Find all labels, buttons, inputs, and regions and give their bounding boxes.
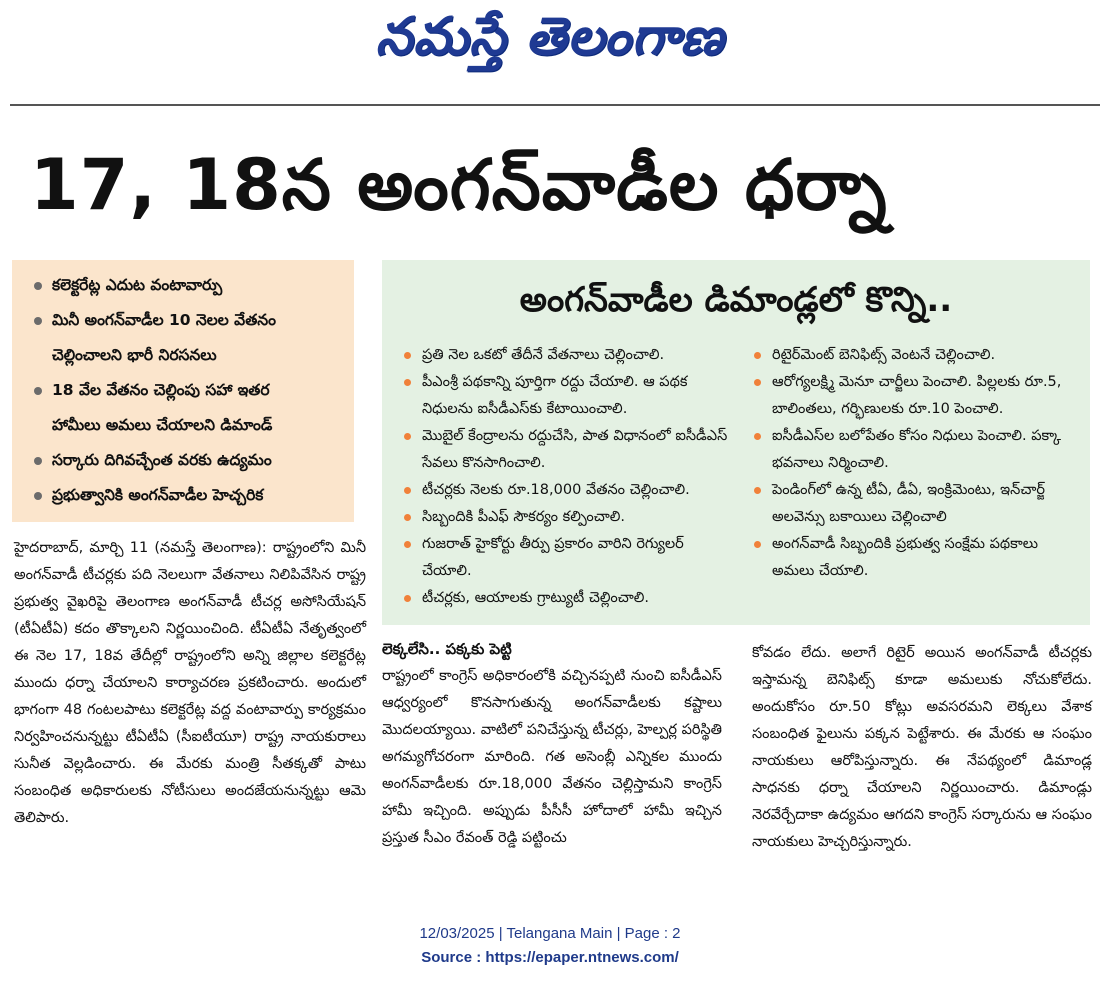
edition-info: 12/03/2025 | Telangana Main | Page : 2 [419, 925, 681, 942]
article-subheading: లెక్కలేసి.. పక్కకు పెట్టి [382, 640, 512, 658]
demand-item: ఆరోగ్యలక్ష్మి మెనూ చార్జీలు పెంచాలి. పిల్లలకు రూ.5, బాలింతలు, గర్భిణులకు రూ.10 పెంచాలి. [752, 369, 1072, 423]
masthead [0, 0, 1100, 90]
headline: 17, 18న అంగన్‌వాడీల ధర్నా [30, 144, 888, 226]
newspaper-logo: నమస్తే తెలంగాణ [375, 6, 725, 67]
key-point: మినీ అంగన్‌వాడీల 10 నెలల వేతనం [30, 303, 344, 338]
demand-item: టీచర్లకు, ఆయాలకు గ్రాట్యుటీ చెల్లించాలి. [402, 585, 732, 612]
key-points-list [30, 268, 344, 513]
demand-item: గుజరాత్ హైకోర్టు తీర్పు ప్రకారం వారిని రెగ్యులర్ చేయాలి. [402, 531, 732, 585]
demand-item: ప్రతి నెల ఒకటో తేదీనే వేతనాలు చెల్లించాలి. [402, 342, 732, 369]
demands-list-right [752, 342, 1072, 585]
masthead-divider [10, 104, 1100, 106]
demand-item: సిబ్బందికి పీఎఫ్ సౌకర్యం కల్పించాలి. [402, 504, 732, 531]
demand-item: పెండింగ్‌లో ఉన్న టీఏ, డీఏ, ఇంక్రిమెంటు, ఇన్‌చార్జ్ అలవెన్సు బకాయిలు చెల్లించాలి [752, 477, 1072, 531]
source-link[interactable]: Source : https://epaper.ntnews.com/ [421, 949, 679, 966]
article-column-1: హైదరాబాద్, మార్చి 11 (నమస్తే తెలంగాణ): రాష్ట్రంలోని మినీ అంగన్‌వాడీ టీచర్లకు పది నెలలుగా వేతనాలు నిలిపివేసిన రాష్ట్ర ప్రభుత్వ వైఖరిపై తెలంగాణ అంగన్‌వాడీ టీచర్ల అసోసియేషన్ (టీఏటీఏ) కదం తొక్కాలని నిర్ణయించింది. టీఏటీఏ నేతృత్వంలో ఈ నెల 17, 18వ తేదీల్లో రాష్ట్రంలోని అన్ని జిల్లాల కలెక్టరేట్ల ముందు ధర్నా చేయాలని కార్యాచరణ ప్రకటించారు. అందులో భాగంగా 48 గంటలపాటు కలెక్టరేట్ల వద్ద వంటావార్పు కార్యక్రమం నిర్వహించనున్నట్టు టీఏటీఏ (సీఐటీయూ) రాష్ట్ర నాయకురాలు సునీత వెల్లడించారు. ఈ మేరకు మంత్రి సీతక్కతో పాటు సంబంధిత అధికారులకు నోటీసులు అందజేయనున్నట్టు ఆమె తెలిపారు. [14, 540, 366, 826]
demand-item: మొబైల్ కేంద్రాలను రద్దుచేసి, పాత విధానంలో ఐసీడీఎస్ సేవలు కొనసాగించాలి. [402, 423, 732, 477]
key-points-box [12, 260, 354, 522]
demands-list-left [402, 342, 732, 612]
article-column-3: కోవడం లేదు. అలాగే రిటైర్ అయిన అంగన్‌వాడీ టీచర్లకు ఇస్తామన్న బెనిఫిట్స్ కూడా అమలుకు నోచుకోలేదు. అందుకోసం రూ.50 కోట్లు అవసరమని లెక్కలు వేశాక సంబంధిత ఫైలును పక్కన పెట్టేశారు. ఈ మేరకు ఆ సంఘం నాయకులు ఆరోపిస్తున్నారు. ఈ నేపథ్యంలో డిమాండ్ల సాధనకు ధర్నా చేయాలని నిర్ణయించారు. డిమాండ్లు నెరవేర్చేదాకా ఉద్యమం ఆగదని కాంగ్రెస్ సర్కారును ఆ సంఘం నాయకులు హెచ్చరిస్తున్నారు. [752, 645, 1092, 850]
key-point: సర్కారు దిగివచ్చేంత వరకు ఉద్యమం [30, 443, 344, 478]
demand-item: టీచర్లకు నెలకు రూ.18,000 వేతనం చెల్లించాలి. [402, 477, 732, 504]
demand-item: పీఎంశ్రీ పథకాన్ని పూర్తిగా రద్దు చేయాలి. ఆ పథక నిధులను ఐసీడీఎస్‌కు కేటాయించాలి. [402, 369, 732, 423]
demand-item: అంగన్‌వాడీ సిబ్బందికి ప్రభుత్వ సంక్షేమ పథకాలు అమలు చేయాలి. [752, 531, 1072, 585]
key-point-continuation: హామీలు అమలు చేయాలని డిమాండ్ [52, 416, 273, 434]
key-point: ప్రభుత్వానికి అంగన్‌వాడీల హెచ్చరిక [30, 478, 344, 513]
demand-item: ఐసీడీఎస్‌ల బలోపేతం కోసం నిధులు పెంచాలి. పక్కా భవనాలు నిర్మించాలి. [752, 423, 1072, 477]
page-footer [0, 922, 1100, 970]
demands-title: అంగన్‌వాడీల డిమాండ్లలో కొన్ని.. [519, 280, 953, 320]
demands-box [382, 260, 1090, 625]
demand-item: రిటైర్‌మెంట్ బెనిఫిట్స్ వెంటనే చెల్లించాలి. [752, 342, 1072, 369]
article-column-2: రాష్ట్రంలో కాంగ్రెస్ అధికారంలోకి వచ్చినప్పటి నుంచి ఐసీడీఎస్ ఆధ్వర్యంలో కొనసాగుతున్న అంగన్‌వాడీలకు కష్టాలు మొదలయ్యాయి. వాటిలో పనిచేస్తున్న టీచర్లు, హెల్పర్ల పరిస్థితి అగమ్యగోచరంగా మారింది. గత అసెంబ్లీ ఎన్నికల ముందు అంగన్‌వాడీలకు రూ.18,000 వేతనం చెల్లిస్తామని కాంగ్రెస్ హామీ ఇచ్చింది. అప్పుడు పీసీసీ హోదాలో హామీ ఇచ్చిన ప్రస్తుత సీఎం రేవంత్ రెడ్డి పట్టించు [382, 668, 722, 846]
key-point: కలెక్టరేట్ల ఎదుట వంటావార్పు [30, 268, 344, 303]
key-point-continuation: చెల్లించాలని భారీ నిరసనలు [52, 346, 217, 364]
key-point: 18 వేల వేతనం చెల్లింపు సహా ఇతర [30, 373, 344, 408]
